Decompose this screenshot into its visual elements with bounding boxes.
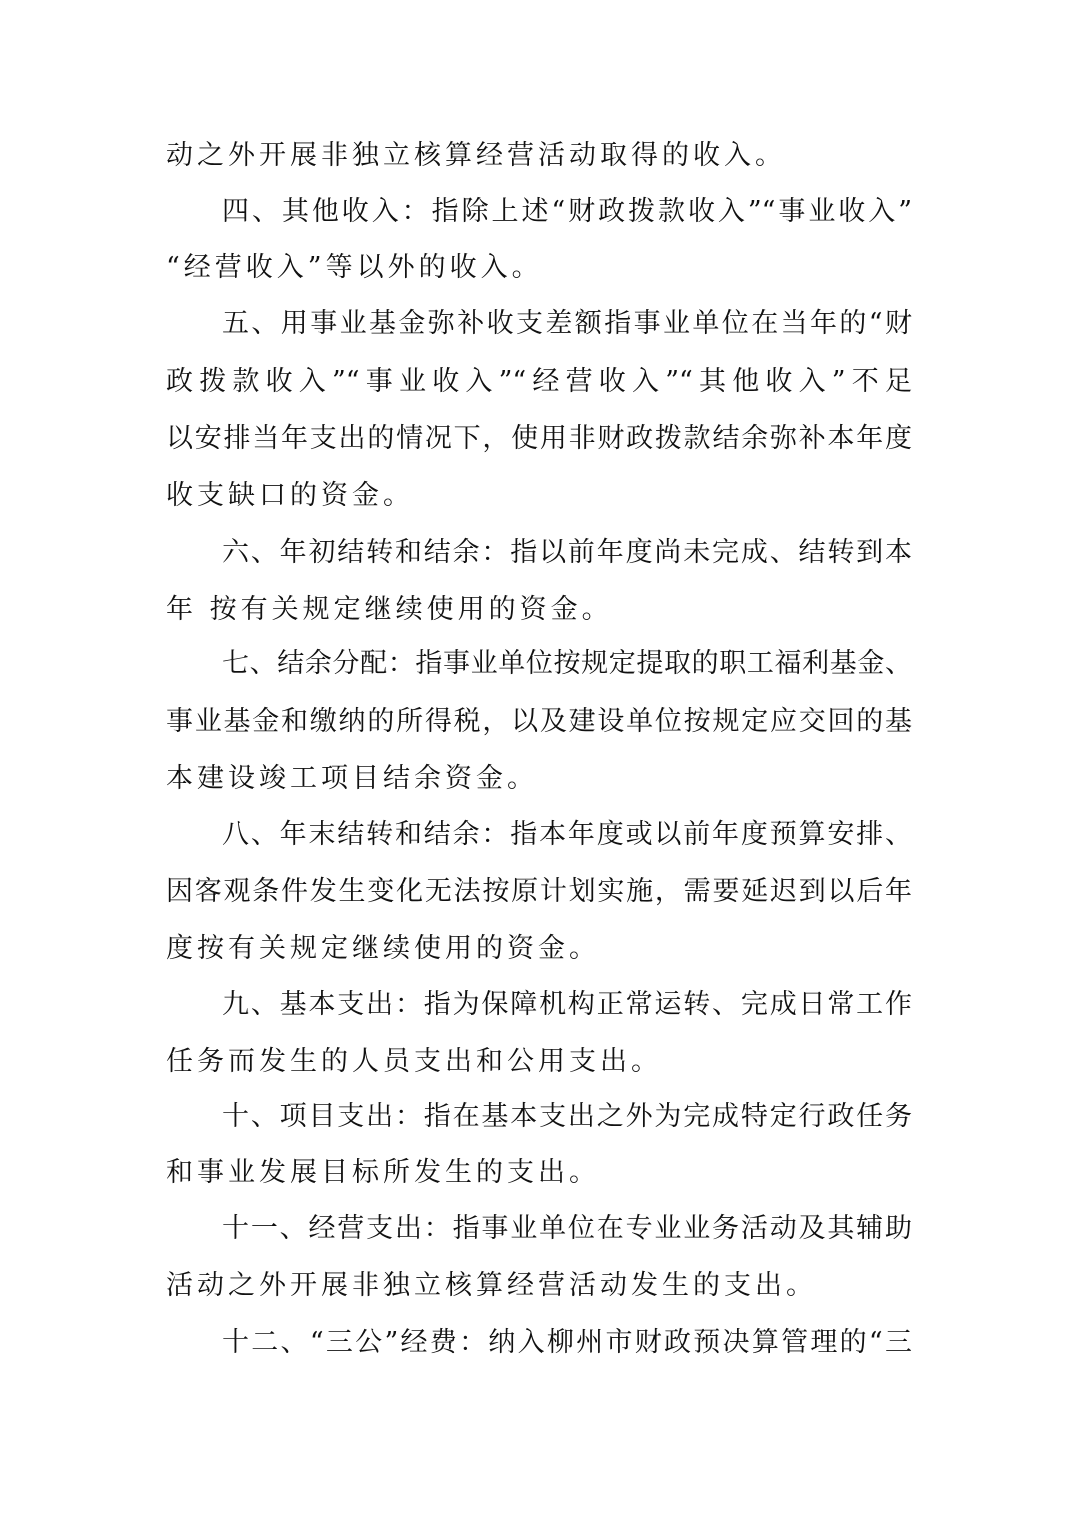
paragraph-line: 任务而发生的人员支出和公用支出。 [166, 1046, 662, 1077]
paragraph-line: 十一、经营支出：指事业单位在专业业务活动及其辅助 [222, 1213, 912, 1244]
paragraph-line: 年 按有关规定继续使用的资金。 [166, 594, 613, 625]
paragraph-line: 以安排当年支出的情况下，使用非财政拨款结余弥补本年度 [166, 423, 912, 454]
paragraph-line: 度按有关规定继续使用的资金。 [166, 933, 600, 964]
paragraph-line: 十二、“三公”经费：纳入柳州市财政预决算管理的“三 [222, 1327, 912, 1358]
paragraph-line: 本建设竣工项目结余资金。 [166, 763, 538, 794]
paragraph-line: 五、用事业基金弥补收支差额指事业单位在当年的“财 [222, 308, 912, 339]
paragraph-line: 事业基金和缴纳的所得税，以及建设单位按规定应交回的基 [166, 706, 912, 737]
paragraph-line: 动之外开展非独立核算经营活动取得的收入。 [166, 140, 786, 171]
paragraph-line: 七、结余分配：指事业单位按规定提取的职工福利基金、 [222, 648, 912, 679]
paragraph-line: 因客观条件发生变化无法按原计划实施，需要延迟到以后年 [166, 876, 912, 907]
paragraph-line: 九、基本支出：指为保障机构正常运转、完成日常工作 [222, 989, 912, 1020]
paragraph-line: 四、其他收入：指除上述“财政拨款收入”“事业收入” [222, 196, 912, 227]
paragraph-line: 十、项目支出：指在基本支出之外为完成特定行政任务 [222, 1101, 912, 1132]
paragraph-line: 六、年初结转和结余：指以前年度尚未完成、结转到本 [222, 537, 912, 568]
paragraph-line: 收支缺口的资金。 [166, 480, 414, 511]
paragraph-line: 和事业发展目标所发生的支出。 [166, 1157, 600, 1188]
paragraph-line: 活动之外开展非独立核算经营活动发生的支出。 [166, 1270, 817, 1301]
paragraph-line: 八、年末结转和结余：指本年度或以前年度预算安排、 [222, 819, 912, 850]
paragraph-line: “经营收入”等以外的收入。 [166, 252, 543, 283]
paragraph-line: 政拨款收入”“事业收入”“经营收入”“其他收入”不足 [166, 366, 912, 397]
